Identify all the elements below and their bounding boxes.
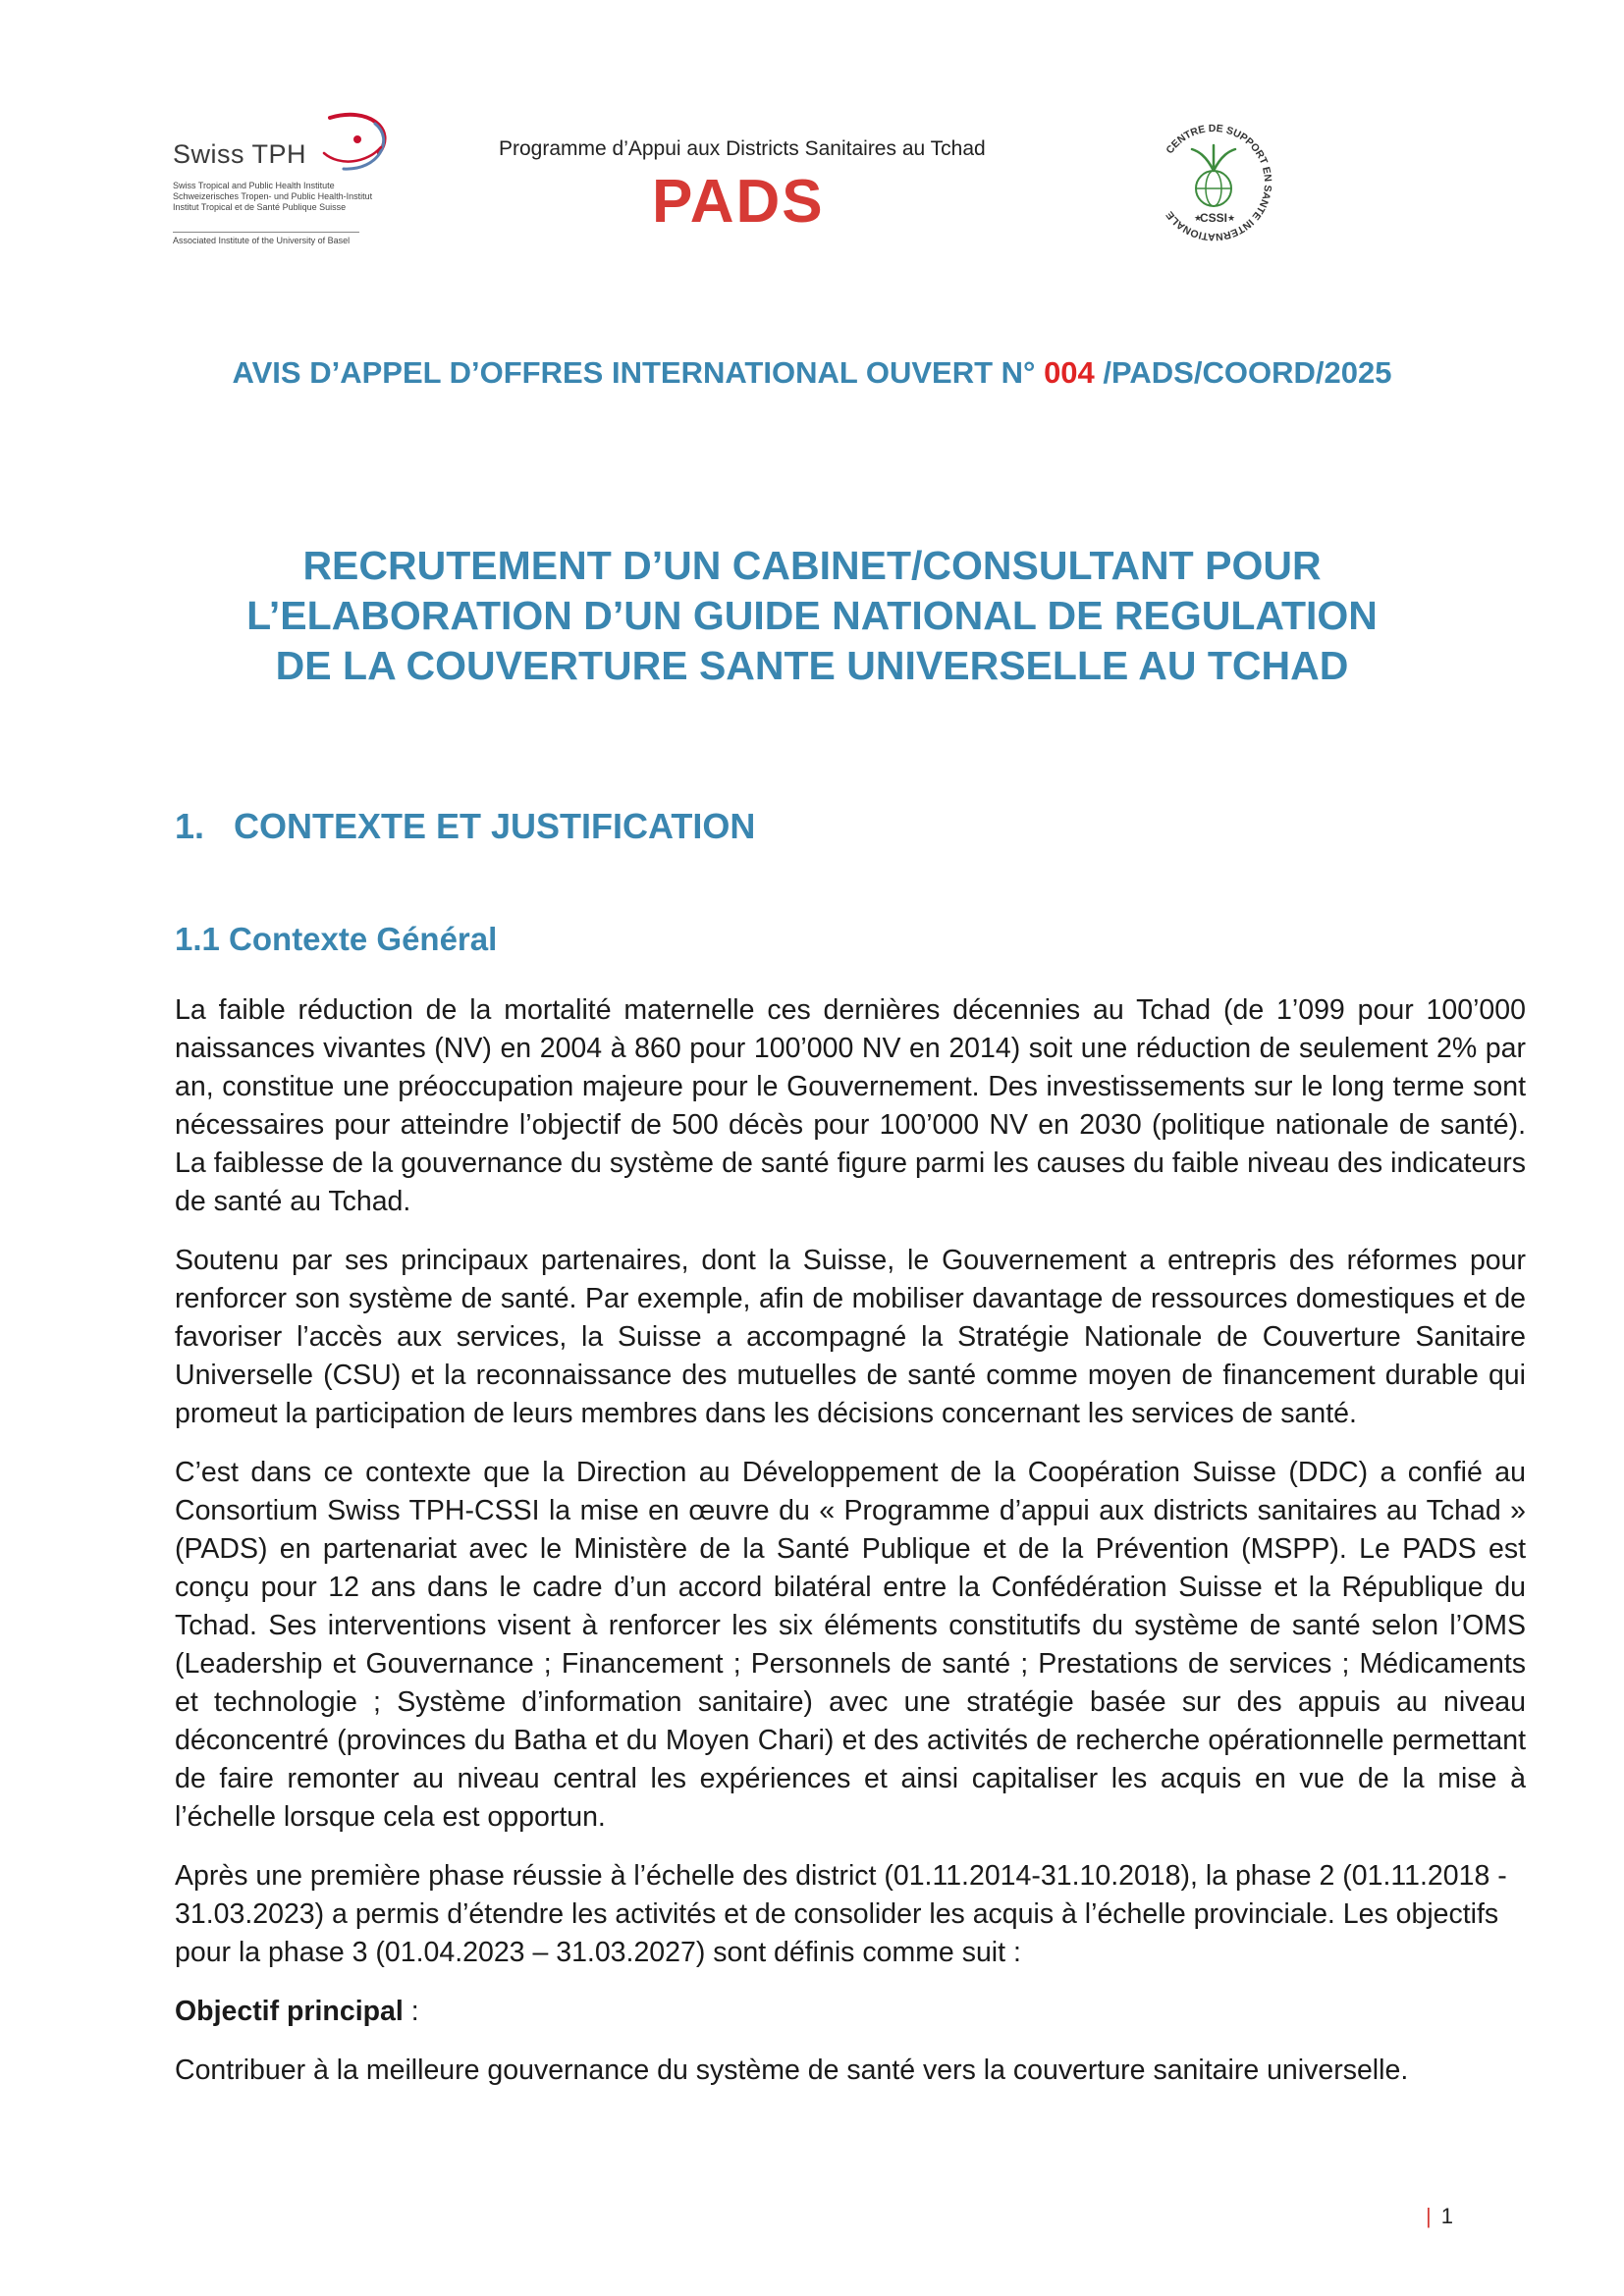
subsection-heading: 1.1 Contexte Général [175, 921, 498, 957]
objective-label-colon: : [403, 1996, 419, 2027]
objective-label [175, 1993, 1526, 2031]
objective-label-text: Objectif principal [175, 1996, 404, 2027]
swiss-tph-associated: Associated Institute of the University of Basel [173, 232, 359, 245]
pads-logo: PADS [652, 168, 825, 236]
document-title [147, 541, 1477, 691]
page-number [1426, 2204, 1453, 2229]
cssi-star-icon: ★ [1227, 213, 1236, 223]
document-title-line: L’ELABORATION D’UN GUIDE NATIONAL DE REGULATION [246, 593, 1378, 638]
cssi-plant-icon [1192, 145, 1235, 171]
document-title-line: DE LA COUVERTURE SANTE UNIVERSELLE AU TCHAD [275, 643, 1349, 688]
objective-text: Contribuer à la meilleure gouvernance du système de santé vers la couverture sanitaire universelle. [175, 2055, 1409, 2086]
swiss-tph-institute-lines [173, 181, 372, 213]
paragraph: C’est dans ce contexte que la Direction au Développement de la Coopération Suisse (DDC) a confié au Consortium Swiss TPH-CSSI la mise en œuvre du « Programme d’appui aux districts sanitaires au Tchad » (PADS) en partenariat avec le Ministère de la Santé Publique et de la Prévention (MSPP). Le PADS est conçu pour 12 ans dans le cadre d’un accord bilatéral entre la Confédération Suisse et la République du Tchad. Ses interventions visent à renforcer les six éléments constitutifs du système de santé selon l’OMS (Leadership et Gouvernance ; Financement ; Personnels de santé ; Prestations de services ; Médicaments et technologie ; Système d’information sanitaire) avec une stratégie basée sur des appuis au niveau déconcentré (provinces du Batha et du Moyen Chari) et des activités de recherche opérationnelle permettant de faire remonter au niveau central les expériences et ainsi capitaliser les acquis en vue de la mise à l’échelle lorsque cela est opportun. [175, 1457, 1526, 1833]
swiss-tph-swirl-icon [310, 110, 399, 179]
tender-notice-suffix: /PADS/COORD/2025 [1103, 355, 1392, 390]
section-heading [175, 806, 755, 847]
swiss-tph-line: Swiss Tropical and Public Health Institute [173, 181, 335, 190]
body-text [175, 991, 1526, 2110]
document-title-line: RECRUTEMENT D’UN CABINET/CONSULTANT POUR [302, 543, 1322, 588]
cssi-ring-text: CENTRE DE SUPPORT EN SANTE INTERNATIONALE [1164, 122, 1274, 243]
tender-notice-number: 004 [1044, 355, 1095, 390]
cssi-logo [1147, 116, 1280, 249]
page-number-value: 1 [1440, 2204, 1453, 2228]
swiss-tph-line: Schweizerisches Tropen- und Public Health-Institut [173, 191, 373, 201]
page-number-divider: | [1426, 2204, 1432, 2228]
swiss-tph-line: Institut Tropical et de Santé Publique Suisse [173, 202, 347, 212]
tender-notice [0, 355, 1624, 391]
cssi-star-icon: ★ [1194, 213, 1203, 223]
tender-notice-prefix: AVIS D’APPEL D’OFFRES INTERNATIONAL OUVERT N° [232, 355, 1036, 390]
section-title: CONTEXTE ET JUSTIFICATION [234, 806, 756, 846]
swiss-tph-brand: Swiss TPH [173, 139, 307, 169]
cssi-acronym: CSSI [1199, 211, 1228, 225]
paragraph: La faible réduction de la mortalité maternelle ces dernières décennies au Tchad (de 1’099 pour 100’000 naissances vivantes (NV) en 2004 à 860 pour 100’000 NV en 2014) soit une réduction de seulement 2% par an, constitue une préoccupation majeure pour le Gouvernement. Des investissements sur le long terme sont nécessaires pour atteindre l’objectif de 500 décès pour 100’000 NV en 2030 (politique nationale de santé). La faiblesse de la gouvernance du système de santé figure parmi les causes du faible niveau des indicateurs de santé au Tchad. [175, 994, 1526, 1217]
swiss-tph-logo [173, 110, 408, 247]
paragraph: Soutenu par ses principaux partenaires, dont la Suisse, le Gouvernement a entrepris des réformes pour renforcer son système de santé. Par exemple, afin de mobiliser davantage de ressources domestiques et de favoriser l’accès aux services, la Suisse a accompagné la Stratégie Nationale de Couverture Sanitaire Universelle (CSU) et la reconnaissance des mutuelles de santé comme moyen de financement durable qui promeut la participation de leurs membres dans les décisions concernant les services de santé. [175, 1245, 1526, 1429]
section-number: 1. [175, 806, 205, 846]
program-title: Programme d’Appui aux Districts Sanitaires au Tchad [499, 137, 986, 160]
paragraph: Après une première phase réussie à l’échelle des district (01.11.2014-31.10.2018), la phase 2 (01.11.2018 - 31.03.2023) a permis d’étendre les activités et de consolider les acquis à l’échelle provinciale. Les objectifs pour la phase 3 (01.04.2023 – 31.03.2027) sont définis comme suit : [175, 1860, 1507, 1968]
